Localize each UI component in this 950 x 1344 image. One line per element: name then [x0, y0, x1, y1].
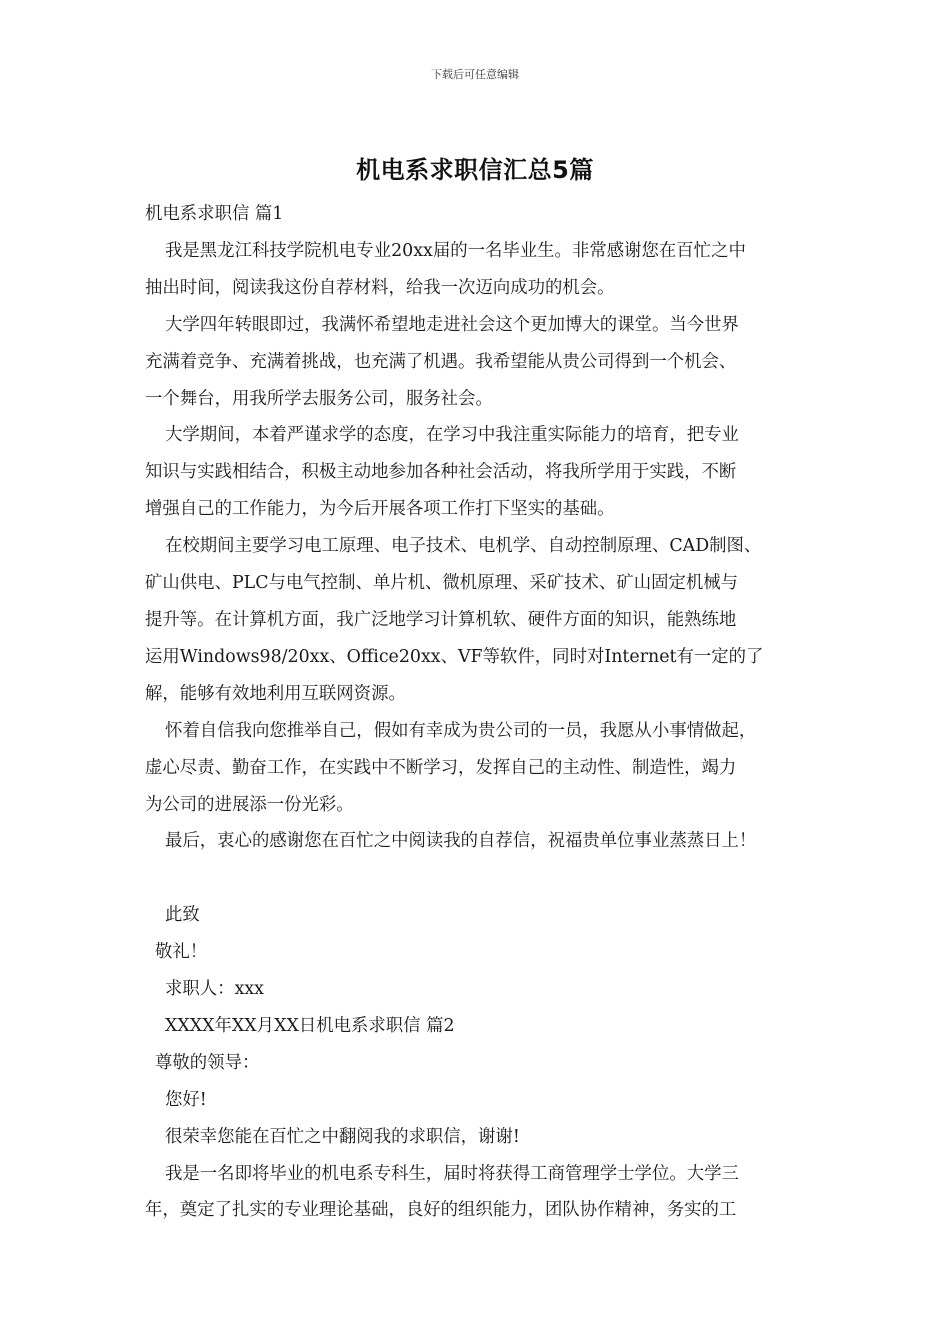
header-note: 下载后可任意编辑	[431, 68, 519, 81]
text-line: 充满着竞争、充满着挑战，也充满了机遇。我希望能从贵公司得到一个机会、	[145, 351, 737, 372]
document-body	[145, 196, 810, 1229]
text-line: 怀着自信我向您推举自己，假如有幸成为贵公司的一员，我愿从小事情做起，	[165, 720, 757, 741]
text-line: 我是黑龙江科技学院机电专业20xx届的一名毕业生。非常感谢您在百忙之中	[165, 240, 746, 261]
text-line: 求职人：xxx	[165, 979, 264, 1000]
text-line: 我是一名即将毕业的机电系专科生，届时将获得工商管理学士学位。大学三	[165, 1163, 739, 1184]
text-line: 抽出时间，阅读我这份自荐材料，给我一次迈向成功的机会。	[145, 277, 615, 298]
blank-line	[145, 860, 810, 897]
text-line: 知识与实践相结合，积极主动地参加各种社会活动，将我所学用于实践，不断	[145, 462, 737, 483]
text-line: 为公司的进展添一份光彩。	[145, 794, 354, 815]
text-line: 一个舞台，用我所学去服务公司，服务社会。	[145, 388, 493, 409]
text-line: 您好!	[165, 1089, 207, 1110]
text-line: 运用Windows98/20xx、Office20xx、VF等软件，同时对Internet有一定的了	[145, 646, 764, 667]
text-line: 尊敬的领导：	[155, 1052, 260, 1073]
text-line: 虚心尽责、勤奋工作，在实践中不断学习，发挥自己的主动性、制造性，竭力	[145, 757, 737, 778]
text-line: 大学期间，本着严谨求学的态度，在学习中我注重实际能力的培育，把专业	[165, 425, 739, 446]
text-line: 提升等。在计算机方面，我广泛地学习计算机软、硬件方面的知识，能熟练地	[145, 609, 737, 630]
text-line: 矿山供电、PLC与电气控制、单片机、微机原理、采矿技术、矿山固定机械与	[145, 573, 739, 594]
text-line: 很荣幸您能在百忙之中翻阅我的求职信，谢谢!	[165, 1126, 520, 1147]
text-line: 增强自己的工作能力，为今后开展各项工作打下坚实的基础。	[145, 499, 615, 520]
text-line: 年，奠定了扎实的专业理论基础，良好的组织能力，团队协作精神，务实的工	[145, 1200, 737, 1221]
text-line: 机电系求职信 篇1	[145, 204, 284, 224]
document-title: 机电系求职信汇总5篇	[356, 156, 594, 184]
text-line: 此致	[165, 905, 200, 926]
text-line: 敬礼！	[155, 942, 208, 963]
text-line: 在校期间主要学习电工原理、电子技术、电机学、自动控制原理、CAD制图、	[165, 536, 762, 557]
text-line: 最后，衷心的感谢您在百忙之中阅读我的自荐信，祝福贵单位事业蒸蒸日上！	[165, 831, 757, 852]
text-line: XXXX年XX月XX日机电系求职信 篇2	[165, 1015, 455, 1036]
text-line: 大学四年转眼即过，我满怀希望地走进社会这个更加博大的课堂。当今世界	[165, 314, 739, 335]
text-line: 解，能够有效地利用互联网资源。	[145, 683, 406, 704]
